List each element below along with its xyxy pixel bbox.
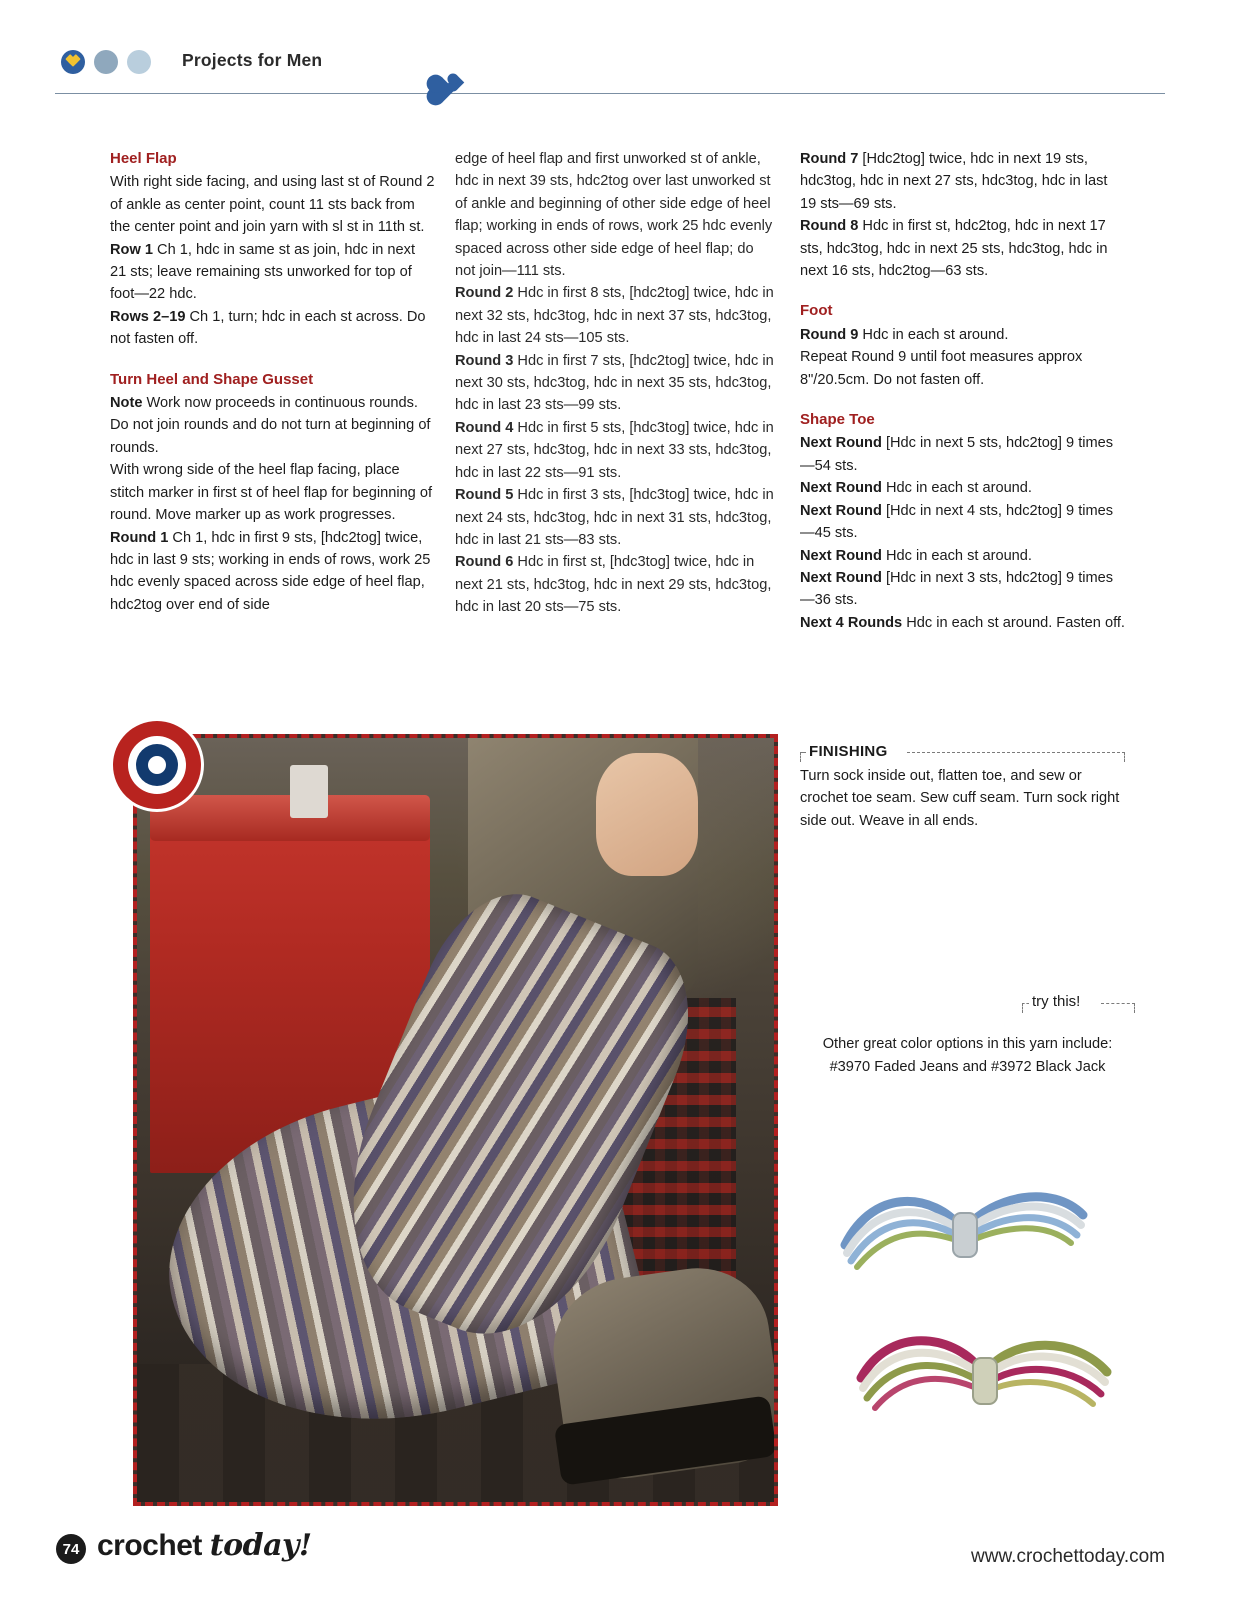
paragraph-rows-2-19 xyxy=(110,306,435,351)
try-this-line-1: Other great color options in this yarn include: xyxy=(822,1036,1113,1052)
photo-background xyxy=(137,738,774,1502)
text-next-round-4: Hdc in each st around. xyxy=(881,547,1032,564)
target-badge-icon xyxy=(110,718,204,812)
label-round-6: Round 6 xyxy=(455,554,514,571)
finishing-text: Turn sock inside out, flatten toe, and sew or crochet toe seam. Sew cuff seam. Turn sock right side out. Weave in all ends. xyxy=(800,768,1120,829)
text-round-1: Ch 1, hdc in first 9 sts, [hdc2tog] twice, hdc in last 9 sts; working in ends of rows, work 25 hdc evenly spaced across side edge of heel flap, hdc2tog over end of side xyxy=(110,529,431,613)
paragraph-marker: With wrong side of the heel flap facing, place stitch marker in first st of heel flap for beginning of round. Move marker up as work progresses. xyxy=(110,462,433,524)
try-this-tab-label: try this! xyxy=(1032,993,1081,1010)
paragraph-round-6 xyxy=(455,551,777,618)
text-round-5: Hdc in first 3 sts, [hdc3tog] twice, hdc in next 24 sts, hdc3tog, hdc in next 31 sts, hdc3tog, hdc in last 21 sts—83 sts. xyxy=(455,487,774,548)
text-next-round-3: [Hdc in next 4 sts, hdc2tog] 9 times—45 sts. xyxy=(800,502,1114,542)
paragraph-next-round-1 xyxy=(800,432,1125,477)
circle-dot-icon xyxy=(94,50,118,74)
paragraph-row-1 xyxy=(110,239,435,306)
paragraph-round-2 xyxy=(455,282,777,349)
page-title: Projects for Men xyxy=(182,50,323,70)
paragraph-note xyxy=(110,392,435,459)
text-round-2: Hdc in first 8 sts, [hdc2tog] twice, hdc in next 32 sts, hdc3tog, hdc in next 37 sts, hdc3tog, hdc in last 24 sts—105 sts. xyxy=(455,285,774,347)
paragraph-round-7 xyxy=(800,148,1125,215)
page-header xyxy=(55,38,1165,93)
paragraph-round-3 xyxy=(455,350,777,417)
photo-hand xyxy=(596,753,698,875)
paragraph-next-round-2 xyxy=(800,477,1125,499)
heading-foot: Foot xyxy=(800,302,833,320)
paragraph-next-round-3 xyxy=(800,500,1125,545)
label-note: Note xyxy=(110,395,143,412)
label-round-7: Round 7 xyxy=(800,151,859,167)
text-next-round-5: [Hdc in next 3 sts, hdc2tog] 9 times—36 sts. xyxy=(800,569,1114,609)
text-row-1: Ch 1, hdc in same st as join, hdc in next 21 sts; leave remaining sts unworked for top of foot—22 hdc. xyxy=(110,241,415,303)
paragraph-next-round-5 xyxy=(800,567,1125,612)
paragraph-round-4 xyxy=(455,417,777,484)
label-round-2: Round 2 xyxy=(455,285,514,302)
text-next-4-rounds: Hdc in each st around. Fasten off. xyxy=(902,614,1125,631)
text-next-round-1: [Hdc in next 5 sts, hdc2tog] 9 times—54 sts. xyxy=(800,435,1114,474)
paragraph-next-4-rounds xyxy=(800,612,1125,634)
heading-shape-toe: Shape Toe xyxy=(800,411,875,429)
label-next-round-2: Next Round xyxy=(800,480,882,497)
label-round-8: Round 8 xyxy=(800,218,859,235)
label-round-1: Round 1 xyxy=(110,529,169,546)
heart-dot-icon xyxy=(61,50,85,74)
heart-badge-icon xyxy=(425,71,471,117)
text-column-3 xyxy=(800,148,1125,634)
text-round-7: [Hdc2tog] twice, hdc in next 19 sts, hdc3tog, hdc in next 27 sts, hdc3tog, hdc in last 19 sts—69 sts. xyxy=(800,151,1108,212)
text-round-3: Hdc in first 7 sts, [hdc2tog] twice, hdc in next 30 sts, hdc3tog, hdc in next 35 sts, hdc3tog, hdc in last 23 sts—99 sts. xyxy=(455,352,774,414)
label-next-round-4: Next Round xyxy=(800,547,882,564)
yarn-skein-pink-icon xyxy=(835,1320,1135,1440)
text-rows-2-19: Ch 1, turn; hdc in each st across. Do not fasten off. xyxy=(110,308,426,348)
paragraph-round-1-cont: edge of heel flap and first unworked st of ankle, hdc in next 39 sts, hdc2tog over last unworked st of ankle and beginning of other side edge of heel flap; working in ends of rows, work 25 hdc evenly spaced across other side edge of heel flap; do not join—111 sts. xyxy=(455,151,773,280)
paragraph-foot-repeat: Repeat Round 9 until foot measures approx 8"/20.5cm. Do not fasten off. xyxy=(800,349,1083,388)
label-round-5: Round 5 xyxy=(455,487,514,504)
finishing-tab xyxy=(800,745,1125,759)
label-round-9: Round 9 xyxy=(800,326,859,343)
page-number-badge: 74 xyxy=(56,1534,86,1564)
text-note: Work now proceeds in continuous rounds. Do not join rounds and do not turn at beginning of rounds. xyxy=(110,395,431,456)
label-next-round-1: Next Round xyxy=(800,435,882,452)
try-this-line-2: #3970 Faded Jeans and #3972 Black Jack xyxy=(829,1059,1106,1075)
finishing-tab-label: FINISHING xyxy=(809,743,888,760)
label-round-4: Round 4 xyxy=(455,419,514,436)
label-next-4-rounds: Next 4 Rounds xyxy=(800,614,903,631)
paragraph-next-round-4 xyxy=(800,545,1125,567)
paragraph-round-5 xyxy=(455,484,777,551)
try-this-box xyxy=(800,995,1135,1079)
text-round-9: Hdc in each st around. xyxy=(858,326,1009,343)
yarn-skein-blue-icon xyxy=(815,1175,1115,1295)
circle-dot-light-icon xyxy=(127,50,151,74)
paragraph-round-1 xyxy=(110,527,435,617)
photo-cooler-handle xyxy=(290,765,328,818)
magazine-logo xyxy=(97,1528,312,1563)
label-row-1: Row 1 xyxy=(110,241,153,258)
text-round-4: Hdc in first 5 sts, [hdc3tog] twice, hdc in next 27 sts, hdc3tog, hdc in next 33 sts, hdc3tog, hdc in last 22 sts—91 sts. xyxy=(455,419,774,481)
logo-part-1: crochet xyxy=(97,1529,210,1562)
project-photo xyxy=(133,734,778,1506)
text-column-1 xyxy=(110,148,435,616)
footer-url: www.crochettoday.com xyxy=(971,1546,1165,1567)
label-round-3: Round 3 xyxy=(455,352,514,369)
heading-turn-heel: Turn Heel and Shape Gusset xyxy=(110,370,314,388)
paragraph-round-8 xyxy=(800,215,1125,282)
text-column-2 xyxy=(455,148,777,619)
label-rows-2-19: Rows 2–19 xyxy=(110,308,186,325)
text-round-6: Hdc in first st, [hdc3tog] twice, hdc in next 21 sts, hdc3tog, hdc in next 29 sts, hdc3tog, hdc in last 20 sts—75 sts. xyxy=(455,554,772,616)
text-next-round-2: Hdc in each st around. xyxy=(881,480,1032,497)
heading-heel-flap: Heel Flap xyxy=(110,150,177,167)
logo-part-2: today! xyxy=(209,1528,312,1563)
label-next-round-3: Next Round xyxy=(800,502,882,519)
text-round-8: Hdc in first st, hdc2tog, hdc in next 17 sts, hdc3tog, hdc in next 25 sts, hdc3tog, hdc in next 16 sts, hdc2tog—63 sts. xyxy=(800,218,1108,280)
paragraph-round-9 xyxy=(800,324,1125,346)
header-divider xyxy=(55,93,1165,94)
header-dot-group xyxy=(61,50,151,74)
label-next-round-5: Next Round xyxy=(800,569,882,586)
finishing-box xyxy=(800,745,1125,832)
paragraph-heel-flap-intro: With right side facing, and using last st of Round 2 of ankle as center point, count 11 sts back from the center point and join yarn with sl st in 11th st. xyxy=(110,174,435,236)
try-this-tab xyxy=(800,995,1135,1011)
